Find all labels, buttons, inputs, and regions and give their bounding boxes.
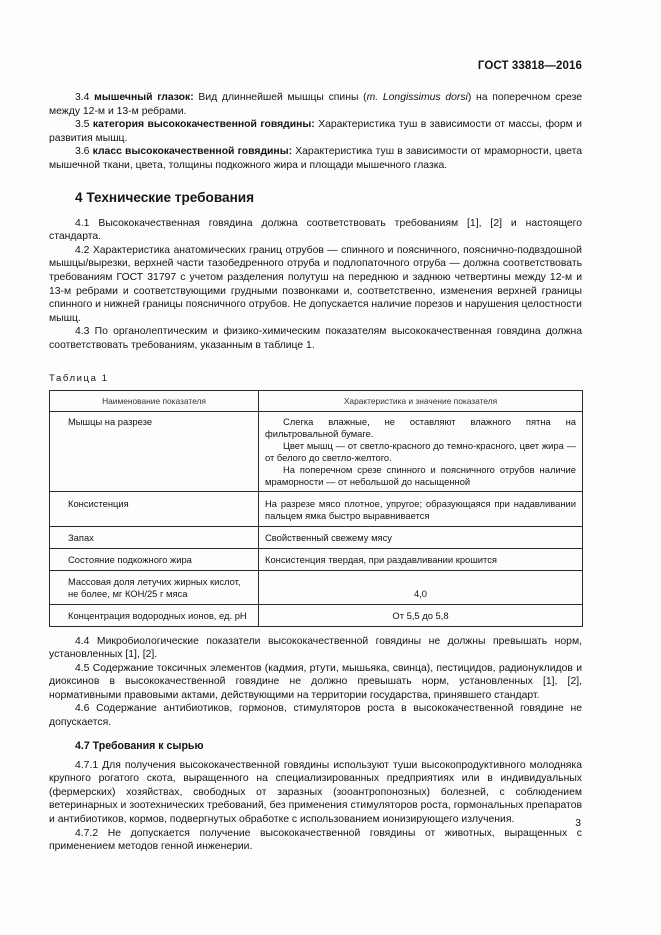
row-label: Мышцы на разрезе (68, 415, 153, 427)
term: категория высококачественной говядины: (92, 119, 315, 131)
latin-name: m. Longissimus dorsi (366, 92, 468, 103)
definition-3-4 (49, 91, 582, 118)
clause-4-7-1: 4.7.1 Для получения высококачественной говядины используют туши высокопродуктивного молодняка крупного рогатого скота, выращенного на специализированных предприятиях или в индивидуальных (фермерских) хозяйствах, свободных от заразных (зооантропонозных) болезней, с соблюдением ветеринарных и зоотехнических требований, без применения стимуляторов роста, гормональных препаратов и антибиотиков, кормов, подвергнутых обработке с использованием ионизирующего излучения. (49, 759, 582, 826)
cell-value: На поперечном срезе спинного и поясничного отрубов наличие мраморности — от небольшой до насыщенной (265, 463, 576, 487)
table-1 (49, 390, 583, 627)
clause-number: 3.4 (75, 92, 90, 103)
row-label: Состояние подкожного жира (68, 553, 192, 565)
table-row (50, 604, 583, 626)
cell-value: Цвет мышц — от светло-красного до темно-красного, цвет жира — от белого до светло-желтого. (265, 439, 576, 463)
cell-value: 4,0 (413, 587, 428, 599)
table-header-row (50, 390, 583, 411)
clause-4-4: 4.4 Микробиологические показатели высококачественной говядины не должны превышать норм, установленных [1], [2]. (49, 635, 582, 661)
clause-number: 3.5 (75, 119, 90, 131)
term: класс высококачественной говядины: (92, 146, 293, 158)
definition-text: Характеристика туш в зависимости от мраморности, цвета мышечной ткани, цвета, толщины подкожного жира и площади мышечного глазка. (49, 146, 583, 171)
cell-value: Свойственный свежему мясу (265, 531, 392, 543)
row-label: Массовая доля летучих жирных кислот, не более, мг КОН/25 г мяса (68, 575, 241, 599)
table-row (50, 491, 583, 526)
row-label: Консистенция (68, 497, 129, 509)
column-header-name: Наименование показателя (50, 390, 259, 411)
clause-4-6: 4.6 Содержание антибиотиков, гормонов, стимуляторов роста в высококачественной говядине не допускается. (49, 703, 582, 729)
clause-4-1: 4.1 Высококачественная говядина должна соответствовать требованиям [1], [2] и настоящего стандарта. (49, 217, 582, 243)
table-caption: Таблица 1 (49, 372, 109, 384)
clause-4-7-2: 4.7.2 Не допускается получение высококачественной говядины от животных, выращенных с применением методов генной инженерии. (49, 827, 582, 853)
row-label: Запах (68, 531, 94, 543)
cell-value: От 5,5 до 5,8 (392, 609, 449, 621)
section-4-7-heading: 4.7 Требования к сырью (75, 739, 204, 752)
term: мышечный глазок: (94, 92, 194, 103)
cell-value: Слегка влажные, не оставляют влажного пятна на фильтровальной бумаге. (265, 415, 576, 439)
page-content (49, 91, 582, 854)
cell-value: На разрезе мясо плотное, упругое; образующаяся при надавливании пальцем ямка быстро выравнивается (265, 497, 576, 521)
definition-3-5 (49, 118, 582, 145)
page-number: 3 (575, 818, 581, 829)
standard-header: ГОСТ 33818—2016 (477, 60, 582, 72)
table-row (50, 570, 583, 604)
table-row (50, 411, 583, 491)
table-row (50, 526, 583, 548)
definition-text: Характеристика туш в зависимости от массы, форм и развития мышц. (49, 119, 582, 144)
section-4-heading: 4 Технические требования (75, 189, 255, 205)
definition-text: ) на поперечном срезе между 12-м и 13-м ребрами. (49, 92, 583, 117)
clause-4-2: 4.2 Характеристика анатомических границ отрубов — спинного и поясничного, пояснично-подвздошной мышцы/вырезки, верхней части тазобедренного отруба и подлопаточного отруба — должна соответствовать требованиям ГОСТ 31797 с учетом разделения полутуш на переднюю и заднюю четвертины между 12-м и 13-м ребрами и соответствующими грудными позвонками и, соответственно, изменения верхней границы спинного и нижней границы поясничного отрубов. Не допускается наличие порезов и нарушения целостности мышц. (49, 244, 582, 324)
clause-number: 3.6 (75, 146, 90, 158)
definition-text: Вид длиннейшей мышцы спины ( (193, 92, 367, 103)
clause-4-3: 4.3 По органолептическим и физико-химическим показателям высококачественная говядина должна соответствовать требованиям, указанным в таблице 1. (49, 326, 582, 351)
row-label: Концентрация водородных ионов, ед. pH (68, 609, 247, 621)
column-header-value: Характеристика и значение показателя (259, 390, 583, 411)
clause-4-5: 4.5 Содержание токсичных элементов (кадмия, ртути, мышьяка, свинца), пестицидов, радионуклидов и диоксинов в высококачественной говядине не должно превышать норм, установленных [1], [2], нормативными правовыми актами, действующими на территории государства, принявшего стандарт. (49, 662, 582, 701)
cell-value: Консистенция твердая, при раздавливании крошится (265, 553, 497, 565)
definition-3-6 (49, 145, 582, 172)
table-row (50, 548, 583, 570)
